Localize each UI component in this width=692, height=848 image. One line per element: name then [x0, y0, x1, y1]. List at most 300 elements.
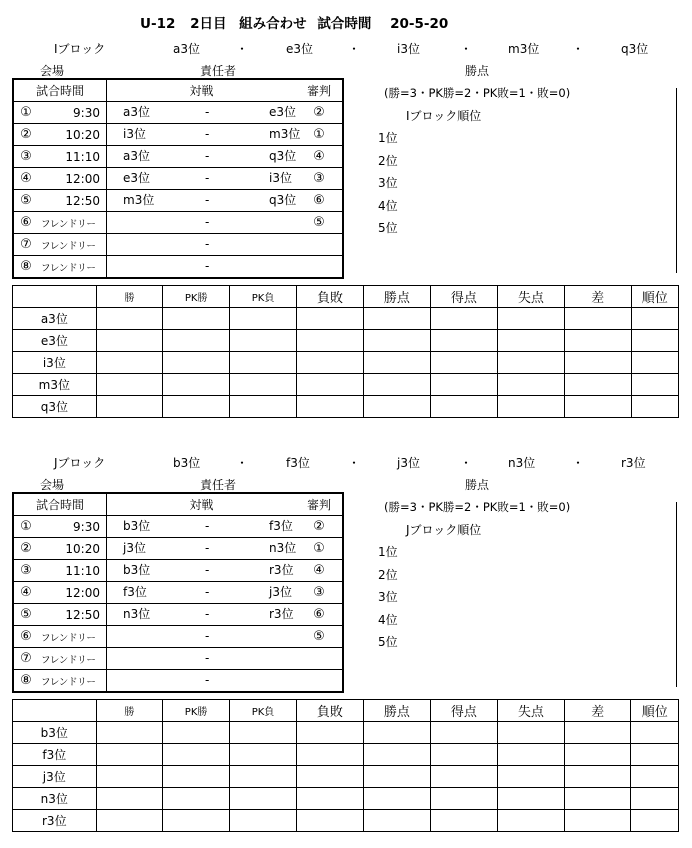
match-time-header: 試合時間: [13, 79, 107, 102]
standings-team: a3位: [13, 308, 97, 330]
match-referee: [296, 670, 343, 693]
standings-cell: [564, 810, 631, 832]
match-row: [13, 146, 343, 168]
match-referee: ⑤: [296, 626, 343, 648]
standings-row: [13, 722, 679, 744]
separator-dot: ・: [572, 456, 585, 470]
ranking-title: Jブロック順位: [406, 523, 482, 537]
rank-area-border: [676, 88, 677, 273]
standings-team: n3位: [13, 788, 97, 810]
match-no: ④: [13, 168, 38, 190]
points-rule: (勝=3・PK勝=2・PK敗=1・敗=0): [384, 500, 571, 514]
team-header: j3位: [397, 456, 420, 470]
team-header: e3位: [286, 42, 314, 56]
standings-cell: [230, 810, 297, 832]
standings-col-header: 勝点: [363, 700, 430, 722]
match-time: フレンドリー: [38, 256, 107, 279]
match-row: [13, 604, 343, 626]
vs-dash: -: [205, 149, 210, 163]
vs-dash: -: [205, 105, 210, 119]
standings-cell: [296, 744, 363, 766]
standings-cell: [296, 788, 363, 810]
away-team: j3位: [269, 585, 292, 599]
match-time: 9:30: [38, 516, 107, 538]
standings-cell: [430, 352, 497, 374]
title-kumiawase: 組み合わせ: [239, 16, 307, 32]
title-day: 2日目: [190, 16, 227, 32]
standings-cell: [564, 374, 631, 396]
standings-col-header: 勝: [96, 286, 163, 308]
standings-cell: [96, 722, 163, 744]
standings-cell: [230, 396, 297, 418]
standings-cell: [430, 810, 497, 832]
match-row: [13, 538, 343, 560]
standings-cell: [497, 396, 564, 418]
standings-team: j3位: [13, 766, 97, 788]
rank-label: 5位: [378, 635, 398, 649]
standings-table: [12, 699, 679, 832]
away-team: e3位: [269, 105, 297, 119]
home-team: m3位: [123, 193, 155, 207]
standings-cell: [564, 744, 631, 766]
match-time: 12:50: [38, 604, 107, 626]
standings-table: [12, 285, 679, 418]
rank-area-border: [676, 502, 677, 687]
venue-label: 会場: [40, 64, 65, 78]
vs-dash: -: [205, 585, 210, 599]
standings-cell: [96, 330, 163, 352]
match-referee: ③: [296, 168, 343, 190]
standings-row: [13, 330, 679, 352]
standings-cell: [430, 722, 497, 744]
separator-dot: ・: [460, 456, 473, 470]
rank-label: 4位: [378, 612, 398, 627]
match-no: ③: [13, 560, 38, 582]
standings-col-header: 負敗: [296, 700, 363, 722]
match-pair: [107, 560, 297, 582]
standings-cell: [163, 330, 230, 352]
home-team: f3位: [123, 585, 147, 599]
standings-cell: [363, 374, 430, 396]
match-row: [13, 168, 343, 190]
standings-cell: [230, 352, 297, 374]
match-referee: [296, 648, 343, 670]
standings-corner: [13, 286, 97, 308]
standings-cell: [163, 374, 230, 396]
match-row: [13, 648, 343, 670]
standings-cell: [564, 330, 631, 352]
team-header: q3位: [621, 42, 649, 56]
standings-cell: [631, 766, 679, 788]
standings-col-header: PK勝: [163, 286, 230, 308]
match-pair: [107, 190, 297, 212]
away-team: q3位: [269, 149, 297, 163]
match-referee: ③: [296, 582, 343, 604]
standings-cell: [497, 374, 564, 396]
match-row: [13, 670, 343, 693]
rank-label: 4位: [378, 198, 398, 213]
standings-cell: [296, 396, 363, 418]
standings-cell: [96, 374, 163, 396]
match-no: ⑤: [13, 190, 38, 212]
rank-label: 2位: [378, 153, 398, 168]
standings-header: [13, 286, 679, 308]
standings-cell: [163, 722, 230, 744]
standings-cell: [230, 308, 297, 330]
separator-dot: ・: [348, 42, 361, 56]
standings-row: [13, 810, 679, 832]
match-pair: [107, 626, 297, 648]
standings-cell: [564, 308, 631, 330]
match-no: ③: [13, 146, 38, 168]
standings-cell: [430, 766, 497, 788]
match-pair: [107, 146, 297, 168]
match-time: 10:20: [38, 124, 107, 146]
match-time: フレンドリー: [38, 212, 107, 234]
standings-cell: [430, 330, 497, 352]
standings-cell: [230, 766, 297, 788]
match-referee: ⑥: [296, 190, 343, 212]
standings-cell: [430, 744, 497, 766]
home-team: e3位: [123, 171, 151, 185]
standings-cell: [230, 788, 297, 810]
standings-team: f3位: [13, 744, 97, 766]
standings-cell: [631, 352, 679, 374]
standings-cell: [631, 788, 679, 810]
standings-cell: [497, 788, 564, 810]
match-no: ⑦: [13, 648, 38, 670]
rank-label: 2位: [378, 567, 398, 582]
standings-cell: [96, 744, 163, 766]
standings-cell: [363, 352, 430, 374]
rank-label: 1位: [378, 545, 398, 559]
standings-col-header: PK負: [230, 286, 297, 308]
standings-col-header: 順位: [631, 700, 679, 722]
standings-cell: [163, 766, 230, 788]
standings-cell: [430, 396, 497, 418]
standings-cell: [631, 308, 679, 330]
standings-cell: [230, 722, 297, 744]
match-table: [12, 492, 344, 693]
vs-dash: -: [205, 237, 210, 251]
standings-header: [13, 700, 679, 722]
match-no: ⑤: [13, 604, 38, 626]
standings-cell: [631, 810, 679, 832]
standings-cell: [96, 810, 163, 832]
match-pair: [107, 234, 297, 256]
title-category: U-12: [140, 16, 176, 32]
away-team: f3位: [269, 519, 293, 533]
referee-header: 審判: [296, 79, 343, 102]
separator-dot: ・: [236, 456, 249, 470]
match-row: [13, 256, 343, 279]
standings-cell: [430, 788, 497, 810]
vs-dash: -: [205, 563, 210, 577]
standings-team: b3位: [13, 722, 97, 744]
rank-label: 3位: [378, 176, 398, 190]
standings-cell: [631, 374, 679, 396]
standings-cell: [631, 396, 679, 418]
match-row: [13, 626, 343, 648]
ranking-title: Iブロック順位: [406, 109, 482, 123]
vs-dash: -: [205, 629, 210, 643]
match-no: ②: [13, 538, 38, 560]
standings-cell: [497, 330, 564, 352]
standings-cell: [163, 308, 230, 330]
vs-dash: -: [205, 171, 210, 185]
standings-col-header: PK負: [230, 700, 297, 722]
standings-cell: [363, 308, 430, 330]
match-row: [13, 124, 343, 146]
team-header: i3位: [397, 42, 420, 56]
standings-cell: [296, 766, 363, 788]
venue-label: 会場: [40, 478, 65, 492]
match-time: 10:20: [38, 538, 107, 560]
title-date: 20-5-20: [390, 16, 449, 32]
rank-label: 3位: [378, 590, 398, 604]
standings-cell: [497, 766, 564, 788]
home-team: a3位: [123, 105, 150, 119]
match-time: 12:50: [38, 190, 107, 212]
separator-dot: ・: [236, 42, 249, 56]
standings-row: [13, 744, 679, 766]
match-pair: [107, 604, 297, 626]
standings-team: r3位: [13, 810, 97, 832]
standings-col-header: 失点: [497, 286, 564, 308]
standings-cell: [296, 352, 363, 374]
match-time: 11:10: [38, 560, 107, 582]
match-referee: ①: [296, 538, 343, 560]
match-row: [13, 582, 343, 604]
match-time-header: 試合時間: [13, 493, 107, 516]
match-table-header: [13, 79, 343, 102]
away-team: q3位: [269, 193, 297, 207]
title-jikan: 試合時間: [317, 16, 372, 32]
match-pair: [107, 256, 297, 279]
away-team: m3位: [269, 127, 301, 141]
block-name: Iブロック: [54, 42, 106, 56]
match-no: ②: [13, 124, 38, 146]
match-time: フレンドリー: [38, 648, 107, 670]
standings-row: [13, 352, 679, 374]
standings-team: q3位: [13, 396, 97, 418]
away-team: r3位: [269, 607, 294, 621]
manager-label: 責任者: [200, 478, 237, 492]
vs-dash: -: [205, 127, 210, 141]
standings-cell: [631, 330, 679, 352]
match-table: [12, 78, 344, 279]
match-time: フレンドリー: [38, 626, 107, 648]
standings-cell: [230, 374, 297, 396]
match-row: [13, 212, 343, 234]
points-rule: (勝=3・PK勝=2・PK敗=1・敗=0): [384, 86, 571, 100]
away-team: i3位: [269, 171, 292, 185]
match-referee: [296, 256, 343, 279]
rank-label: 1位: [378, 131, 398, 145]
standings-cell: [363, 744, 430, 766]
standings-row: [13, 396, 679, 418]
page-title: [140, 12, 448, 32]
match-no: ④: [13, 582, 38, 604]
standings-cell: [363, 396, 430, 418]
team-header: n3位: [508, 456, 536, 470]
match-row: [13, 190, 343, 212]
vs-dash: -: [205, 259, 210, 273]
vs-dash: -: [205, 651, 210, 665]
match-no: ⑥: [13, 212, 38, 234]
match-header: 対戦: [107, 493, 297, 516]
manager-label: 責任者: [200, 64, 237, 78]
standings-cell: [564, 722, 631, 744]
home-team: n3位: [123, 607, 151, 621]
match-row: [13, 234, 343, 256]
standings-col-header: 差: [564, 700, 631, 722]
standings-cell: [363, 788, 430, 810]
match-time: 9:30: [38, 102, 107, 124]
points-label: 勝点: [465, 64, 490, 78]
match-no: ⑥: [13, 626, 38, 648]
away-team: n3位: [269, 541, 297, 555]
standings-cell: [96, 396, 163, 418]
team-header: m3位: [508, 42, 540, 56]
standings-cell: [96, 788, 163, 810]
home-team: j3位: [123, 541, 146, 555]
home-team: b3位: [123, 519, 151, 533]
match-referee: ④: [296, 560, 343, 582]
vs-dash: -: [205, 519, 210, 533]
standings-cell: [163, 396, 230, 418]
match-time: フレンドリー: [38, 234, 107, 256]
standings-cell: [564, 352, 631, 374]
team-header: f3位: [286, 456, 310, 470]
match-referee: ④: [296, 146, 343, 168]
vs-dash: -: [205, 607, 210, 621]
match-row: [13, 516, 343, 538]
standings-cell: [363, 722, 430, 744]
match-referee: [296, 234, 343, 256]
standings-col-header: 失点: [497, 700, 564, 722]
standings-cell: [497, 744, 564, 766]
home-team: a3位: [123, 149, 150, 163]
match-pair: [107, 102, 297, 124]
standings-cell: [363, 330, 430, 352]
standings-cell: [497, 308, 564, 330]
standings-cell: [296, 722, 363, 744]
standings-cell: [363, 766, 430, 788]
standings-cell: [163, 352, 230, 374]
standings-cell: [96, 352, 163, 374]
separator-dot: ・: [460, 42, 473, 56]
vs-dash: -: [205, 673, 210, 687]
match-header: 対戦: [107, 79, 297, 102]
standings-cell: [497, 722, 564, 744]
standings-row: [13, 308, 679, 330]
match-pair: [107, 124, 301, 146]
standings-col-header: 勝: [96, 700, 163, 722]
standings-col-header: PK勝: [163, 700, 230, 722]
standings-team: m3位: [13, 374, 97, 396]
match-time: 12:00: [38, 168, 107, 190]
standings-cell: [631, 744, 679, 766]
standings-cell: [96, 308, 163, 330]
separator-dot: ・: [572, 42, 585, 56]
match-pair: [107, 582, 297, 604]
match-referee: ②: [296, 102, 343, 124]
match-time: 12:00: [38, 582, 107, 604]
home-team: b3位: [123, 563, 151, 577]
standings-col-header: 負敗: [296, 286, 363, 308]
standings-col-header: 差: [564, 286, 631, 308]
match-row: [13, 560, 343, 582]
team-header: r3位: [621, 456, 646, 470]
standings-col-header: 得点: [430, 700, 497, 722]
referee-header: 審判: [296, 493, 343, 516]
standings-cell: [296, 308, 363, 330]
match-table-header: [13, 493, 343, 516]
vs-dash: -: [205, 541, 210, 555]
standings-cell: [230, 744, 297, 766]
team-header: b3位: [173, 456, 201, 470]
home-team: i3位: [123, 127, 146, 141]
match-no: ⑧: [13, 670, 38, 693]
match-time: 11:10: [38, 146, 107, 168]
standings-row: [13, 374, 679, 396]
standings-cell: [296, 330, 363, 352]
separator-dot: ・: [348, 456, 361, 470]
standings-col-header: 順位: [631, 286, 679, 308]
vs-dash: -: [205, 215, 210, 229]
standings-cell: [163, 788, 230, 810]
match-no: ⑧: [13, 256, 38, 279]
match-referee: ⑤: [296, 212, 343, 234]
standings-cell: [430, 308, 497, 330]
standings-cell: [631, 722, 679, 744]
standings-corner: [13, 700, 97, 722]
block-name: Jブロック: [54, 456, 106, 470]
standings-cell: [296, 810, 363, 832]
match-time: フレンドリー: [38, 670, 107, 693]
standings-cell: [497, 810, 564, 832]
match-pair: [107, 670, 297, 693]
match-pair: [107, 516, 297, 538]
standings-team: e3位: [13, 330, 97, 352]
match-pair: [107, 648, 297, 670]
standings-cell: [430, 374, 497, 396]
standings-cell: [296, 374, 363, 396]
standings-cell: [363, 810, 430, 832]
standings-cell: [230, 330, 297, 352]
standings-cell: [564, 788, 631, 810]
standings-col-header: 勝点: [363, 286, 430, 308]
standings-cell: [163, 744, 230, 766]
points-label: 勝点: [465, 478, 490, 492]
team-header: a3位: [173, 42, 200, 56]
match-pair: [107, 538, 297, 560]
standings-row: [13, 766, 679, 788]
vs-dash: -: [205, 193, 210, 207]
match-no: ①: [13, 102, 38, 124]
standings-row: [13, 788, 679, 810]
match-row: [13, 102, 343, 124]
match-referee: ①: [296, 124, 343, 146]
match-pair: [107, 168, 297, 190]
match-no: ⑦: [13, 234, 38, 256]
standings-cell: [96, 766, 163, 788]
match-no: ①: [13, 516, 38, 538]
match-referee: ②: [296, 516, 343, 538]
standings-cell: [564, 396, 631, 418]
standings-col-header: 得点: [430, 286, 497, 308]
